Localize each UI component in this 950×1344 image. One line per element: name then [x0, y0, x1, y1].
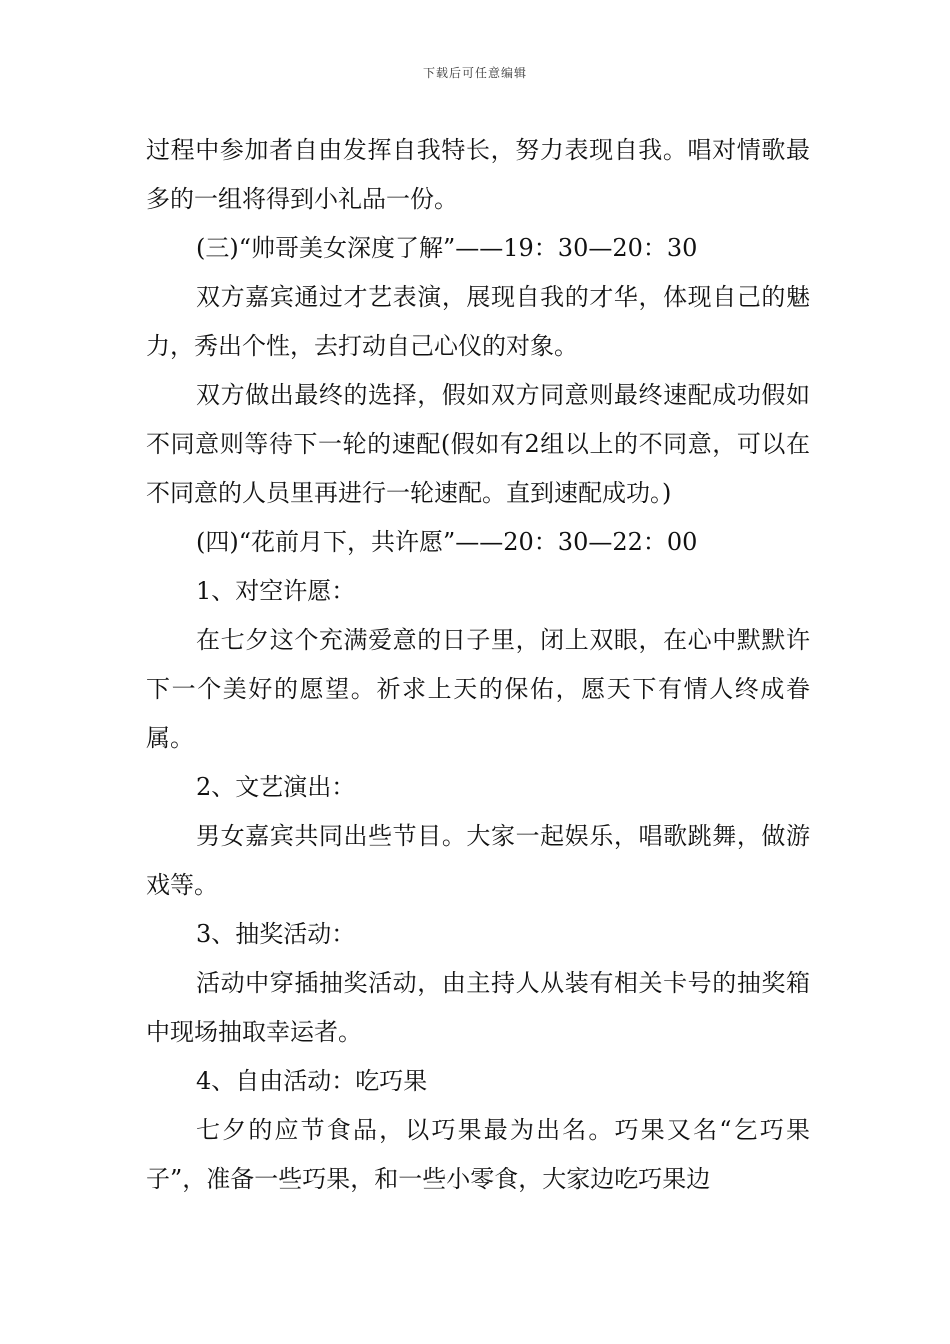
paragraph-7: 七夕的应节食品，以巧果最为出名。巧果又名“乞巧果子”，准备一些巧果，和一些小零食，大家边吃巧果边 — [146, 1116, 810, 1193]
section-heading-4: (四)“花前月下，共许愿”——20：30—22：00 — [196, 528, 698, 556]
paragraph-5: 男女嘉宾共同出些节目。大家一起娱乐，唱歌跳舞，做游戏等。 — [146, 822, 810, 899]
item-heading-4: 4、自由活动：吃巧果 — [196, 1067, 428, 1095]
section-heading-3: (三)“帅哥美女深度了解”——19：30—20：30 — [196, 234, 698, 262]
item-heading-2: 2、文艺演出： — [196, 773, 356, 801]
paragraph-6: 活动中穿插抽奖活动，由主持人从装有相关卡号的抽奖箱中现场抽取幸运者。 — [146, 969, 810, 1046]
paragraph-1: 过程中参加者自由发挥自我特长，努力表现自我。唱对情歌最多的一组将得到小礼品一份。 — [146, 136, 810, 213]
page-header: 下载后可任意编辑 — [422, 66, 527, 80]
paragraph-4: 在七夕这个充满爱意的日子里，闭上双眼，在心中默默许下一个美好的愿望。祈求上天的保佑，愿天下有情人终成眷属。 — [146, 626, 810, 752]
paragraph-2: 双方嘉宾通过才艺表演，展现自我的才华，体现自己的魅力，秀出个性，去打动自己心仪的对象。 — [146, 283, 810, 360]
item-heading-3: 3、抽奖活动： — [196, 920, 356, 948]
item-heading-1: 1、对空许愿： — [196, 577, 356, 605]
paragraph-3: 双方做出最终的选择，假如双方同意则最终速配成功假如不同意则等待下一轮的速配(假如有2组以上的不同意，可以在不同意的人员里再进行一轮速配。直到速配成功。) — [146, 381, 810, 507]
document-body — [146, 126, 810, 1204]
